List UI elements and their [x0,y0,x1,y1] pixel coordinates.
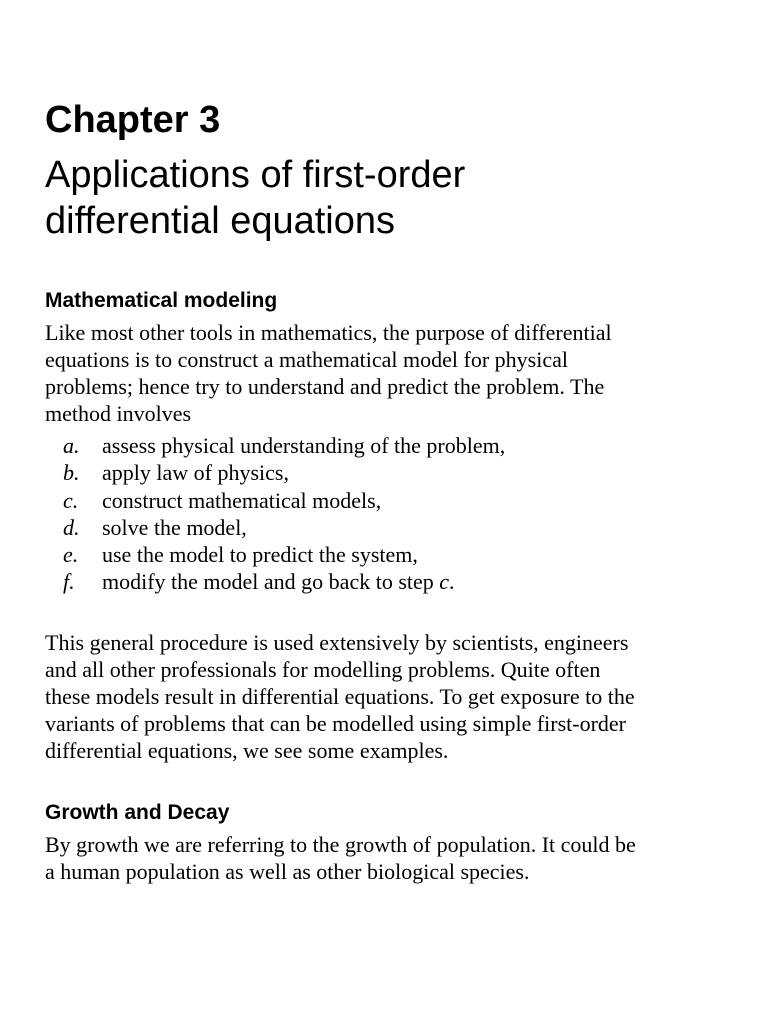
text-line: a human population as well as other biological species. [45,859,530,884]
section-heading-mathematical-modeling: Mathematical modeling [45,289,278,312]
list-marker: d. [63,514,80,540]
list-item [45,459,505,486]
text-line: variants of problems that can be modelled using simple first-order [45,711,627,736]
text-line: Like most other tools in mathematics, the purpose of differential [45,320,612,345]
paragraph-modeling-intro [45,319,612,427]
list-marker: c. [63,487,79,513]
paragraph-growth-intro [45,831,636,885]
text-line: problems; hence try to understand and predict the problem. The [45,374,605,399]
list-item-text: solve the model, [102,514,247,540]
text-line: This general procedure is used extensively by scientists, engineers [45,630,629,655]
modeling-steps-list [45,432,505,596]
chapter-title [45,152,465,244]
text-line: method involves [45,401,192,426]
list-item-text: use the model to predict the system, [102,542,418,568]
text-line: differential equations, we see some examples. [45,738,449,763]
list-marker: e. [63,542,79,568]
section-heading-growth-and-decay: Growth and Decay [45,801,230,824]
list-item-text: construct mathematical models, [102,487,382,513]
list-item [45,514,505,541]
list-item-text: assess physical understanding of the problem, [102,433,506,458]
text-line: equations is to construct a mathematical model for physical [45,347,568,372]
list-item-text: apply law of physics, [102,460,289,486]
chapter-label: Chapter 3 [45,99,221,141]
list-marker: f. [63,569,75,595]
text-line: and all other professionals for modelling problems. Quite often [45,657,601,682]
text-line: By growth we are referring to the growth of population. It could be [45,832,636,857]
list-item-text-tail: . [449,569,455,595]
list-item-text: modify the model and go back to step [102,569,440,595]
step-reference: c [439,569,450,595]
text-line: these models result in differential equations. To get exposure to the [45,684,635,709]
list-marker: b. [63,460,80,486]
list-item [45,541,505,568]
list-item [45,568,505,595]
list-marker: a. [63,433,80,458]
chapter-title-line: Applications of first-order [45,154,466,196]
list-item [45,487,505,514]
chapter-title-line: differential equations [45,200,395,242]
paragraph-modeling-closing [45,629,635,764]
list-item [45,432,505,459]
